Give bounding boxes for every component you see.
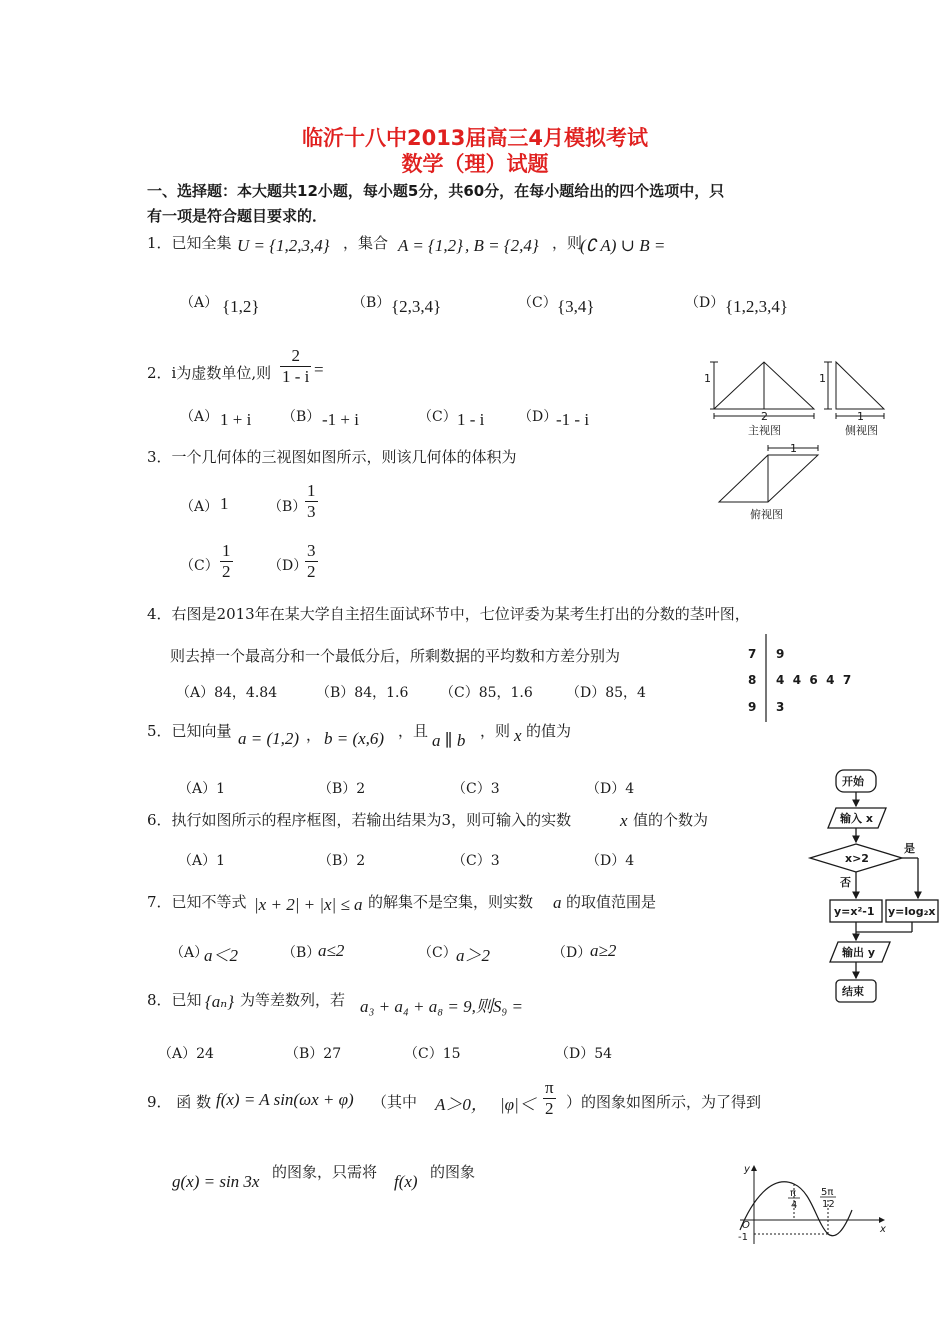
flow-no-text: 否: [840, 876, 851, 889]
q9-pi: π: [545, 1078, 554, 1097]
q7-option-b-value: a≤2: [318, 941, 345, 960]
q8-option-a: （A）24: [158, 1046, 214, 1062]
q2-stem: 2．i为虚数单位,则: [147, 364, 272, 382]
flow-end-text: 结束: [842, 985, 864, 998]
q4-line1: 4．右图是2013年在某大学自主招生面试环节中，七位评委为某考生打出的分数的茎叶图，: [147, 605, 750, 623]
q5-vector-b: b = (x,6): [324, 729, 385, 748]
q5-option-c: （C）3: [452, 781, 500, 797]
stem-leaf-plot: [740, 632, 870, 724]
side-height-label: 1: [819, 372, 826, 385]
q1-option-a-label: （A）: [180, 295, 219, 311]
q1-option-d-label: （D）: [685, 295, 725, 311]
q3-c-num: 1: [222, 541, 231, 560]
q1-set-u: U = {1,2,3,4}: [237, 236, 330, 255]
q6-option-c: （C）3: [452, 853, 500, 869]
tick1-den: 4: [791, 1200, 798, 1211]
q7-stem-b: 的解集不是空集，则实数: [368, 893, 534, 911]
q8-stem-a: 8．已知: [147, 991, 202, 1009]
leaves-7: 9: [776, 647, 785, 661]
q9-cond-phi: |φ|＜: [500, 1095, 536, 1114]
three-view-diagram: [700, 352, 900, 532]
q2-option-b-label: （B）: [282, 409, 321, 425]
q1-option-c-value: {3,4}: [557, 297, 595, 316]
top-width-label: 1: [790, 442, 797, 455]
q3-option-a-label: （A）: [180, 499, 219, 515]
q1-stem-b: ，集合: [343, 234, 389, 252]
q3-option-c-fraction: [220, 541, 233, 582]
q4-option-d: （D）85，4: [566, 685, 646, 701]
q2-option-d-value: -1 - i: [556, 410, 590, 429]
q4-option-b: （B）84，1.6: [316, 685, 409, 701]
front-height-label: 1: [704, 372, 711, 385]
tick1-num: π: [790, 1188, 797, 1199]
q8-option-b: （B）27: [285, 1046, 342, 1062]
q7-option-c-label: （C）: [418, 945, 457, 961]
stem-8: 8: [748, 673, 757, 687]
page-subtitle: 数学（理）试题: [401, 152, 549, 176]
q7-var: a: [553, 893, 562, 912]
flow-output-text: 输出 y: [842, 946, 875, 959]
q9-two: 2: [545, 1099, 554, 1118]
sine-graph: [732, 1160, 897, 1250]
q9-line2-b: 的图象: [430, 1163, 476, 1181]
q1-option-a-value: {1,2}: [222, 297, 260, 316]
flow-left-text: y=x²-1: [834, 905, 875, 918]
q5-cond-c: ，则: [480, 722, 511, 740]
q7-option-a-label: （A）: [170, 945, 209, 961]
q1-option-c-label: （C）: [518, 295, 557, 311]
flow-condition-text: x>2: [845, 852, 869, 865]
q2-equals: =: [314, 360, 324, 379]
q5-option-b: （B）2: [318, 781, 366, 797]
stem-7: 7: [748, 647, 757, 661]
q3-option-c-label: （C）: [180, 558, 219, 574]
q3-option-d-fraction: [305, 541, 318, 582]
q3-b-den: 3: [307, 502, 316, 521]
q6-option-b: （B）2: [318, 853, 366, 869]
section-header-line1: 一、选择题：本大题共12小题，每小题5分，共60分，在每小题给出的四个选项中，只: [147, 182, 725, 200]
q9-function: f(x) = A sin(ωx + φ): [216, 1090, 354, 1109]
q7-option-a-value: a＜2: [204, 946, 238, 965]
q8-condition: a₃ + a₄ + a₈ = 9,则S₉ =: [360, 997, 524, 1016]
q1-option-d-value: {1,2,3,4}: [725, 297, 789, 316]
q5-stem: 5．已知向量: [147, 722, 232, 740]
q9-cond-a: A＞0，: [435, 1095, 488, 1114]
q7-stem-a: 7．已知不等式: [147, 893, 247, 911]
q3-d-den: 2: [307, 562, 316, 581]
q4-option-c: （C）85，1.6: [440, 685, 533, 701]
q5-option-d: （D）4: [586, 781, 635, 797]
q3-c-den: 2: [222, 562, 231, 581]
q1-option-b-value: {2,3,4}: [391, 297, 442, 316]
q2-option-d-label: （D）: [518, 409, 558, 425]
q8-option-c: （C）15: [404, 1046, 461, 1062]
q2-denominator: 1 - i: [282, 367, 310, 386]
graph-minus-one: -1: [738, 1232, 748, 1243]
q1-stem-c: ，则: [552, 234, 583, 252]
graph-y-label: y: [744, 1164, 750, 1175]
q6-stem-b: 值的个数为: [633, 811, 709, 829]
q6-option-d: （D）4: [586, 853, 635, 869]
section-header-line2: 有一项是符合题目要求的．: [147, 207, 328, 225]
q5-cond-a: ，且: [398, 722, 429, 740]
q2-fraction: [280, 346, 311, 387]
q7-inequality: |x + 2| + |x| ≤ a: [254, 895, 363, 914]
flow-yes-text: 是: [904, 842, 915, 855]
leaves-8: 4 4 6 4 7: [776, 673, 852, 687]
q4-line2: 则去掉一个最高分和一个最低分后，所剩数据的平均数和方差分别为: [170, 647, 621, 665]
q3-option-d-label: （D）: [268, 558, 308, 574]
q3-option-b-label: （B）: [268, 499, 307, 515]
q1-expr: (∁ A) ∪ B =: [580, 236, 666, 255]
q9-line2-a: 的图象，只需将: [272, 1163, 378, 1181]
q8-sequence: {aₙ}: [205, 992, 234, 1011]
side-view-label: 侧视图: [845, 424, 878, 437]
tick2-den: 12: [822, 1199, 835, 1210]
q6-option-a: （A）1: [178, 853, 226, 869]
q5-var: x: [514, 726, 522, 745]
q7-option-d-label: （D）: [552, 945, 592, 961]
q8-option-d: （D）54: [555, 1046, 613, 1062]
flowchart: [800, 762, 940, 1012]
q3-stem: 3．一个几何体的三视图如图所示，则该几何体的体积为: [147, 448, 517, 466]
graph-x-label: x: [880, 1224, 886, 1235]
page-title: 临沂十八中2013届高三4月模拟考试: [301, 126, 649, 150]
q2-option-a-label: （A）: [180, 409, 219, 425]
side-width-label: 1: [857, 410, 864, 423]
flow-input-text: 输入 x: [840, 812, 873, 825]
q5-vector-a: a = (1,2): [238, 729, 300, 748]
q9-g-function: g(x) = sin 3x: [172, 1172, 260, 1191]
top-view-label: 俯视图: [750, 508, 783, 521]
q1-option-b-label: （B）: [352, 295, 391, 311]
q5-sep: ，: [306, 726, 322, 744]
front-view-label: 主视图: [748, 424, 781, 437]
q9-pi-over-2: [543, 1078, 556, 1119]
q1-stem-a: 1．已知全集: [147, 234, 232, 252]
q9-stem-b: （其中: [372, 1093, 418, 1111]
q2-option-c-label: （C）: [418, 409, 457, 425]
q8-stem-b: 为等差数列，若: [240, 991, 346, 1009]
q2-option-a-value: 1 + i: [220, 410, 252, 429]
front-width-label: 2: [761, 410, 768, 423]
q6-var: x: [620, 811, 628, 830]
q7-option-b-label: （B）: [282, 945, 321, 961]
q3-option-b-fraction: [305, 481, 318, 522]
q2-option-b-value: -1 + i: [322, 410, 359, 429]
q7-option-d-value: a≥2: [590, 941, 617, 960]
q9-f: f(x): [394, 1172, 418, 1191]
q2-numerator: 2: [280, 346, 311, 367]
leaves-9: 3: [776, 700, 785, 714]
q5-tail: 的值为: [526, 722, 572, 740]
flow-right-text: y=log₂x: [888, 905, 936, 918]
q3-d-num: 3: [307, 541, 316, 560]
q1-set-a: A = {1,2}: [398, 236, 463, 255]
q9-stem-a: 9． 函 数: [147, 1093, 212, 1111]
q7-stem-c: 的取值范围是: [566, 893, 657, 911]
flow-start-text: 开始: [842, 775, 864, 788]
q5-option-a: （A）1: [178, 781, 226, 797]
q9-stem-c: ）的图象如图所示，为了得到: [566, 1093, 762, 1111]
q2-option-c-value: 1 - i: [457, 410, 485, 429]
q5-parallel: a ∥ b: [432, 731, 466, 750]
tick2-num: 5π: [821, 1187, 834, 1198]
q6-stem-a: 6．执行如图所示的程序框图，若输出结果为3，则可输入的实数: [147, 811, 572, 829]
q3-option-a-value: 1: [220, 494, 229, 513]
q3-b-num: 1: [307, 481, 316, 500]
side-view-triangle: [836, 362, 884, 409]
q7-option-c-value: a＞2: [456, 946, 490, 965]
stem-9: 9: [748, 700, 757, 714]
q4-option-a: （A）84，4.84: [176, 685, 278, 701]
graph-origin: O: [742, 1220, 750, 1231]
q1-set-b: , B = {2,4}: [465, 236, 539, 255]
